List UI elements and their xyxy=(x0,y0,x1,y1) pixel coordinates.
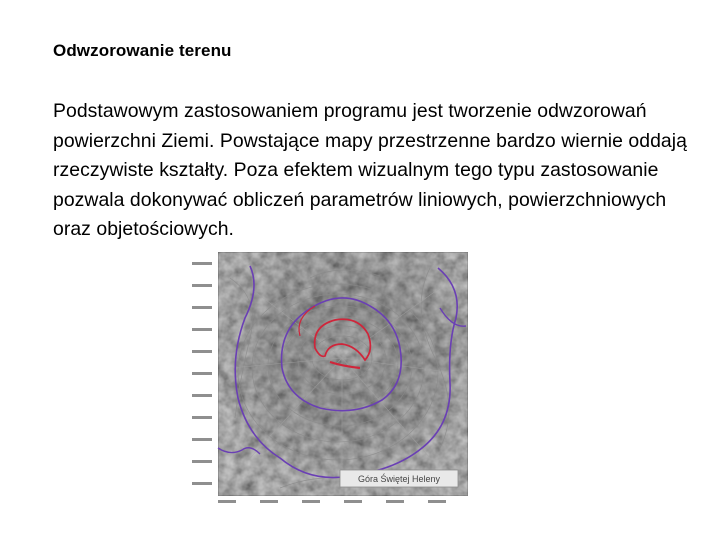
slide-body-text: Podstawowym zastosowaniem programu jest tworzenie odwzorowań powierzchni Ziemi. Powstające mapy przestrzenne bardzo wiernie oddają rzeczywiste kształty. Poza efektem wizualnym tego typu zastosowanie pozwala dokonywać obliczeń parametrów liniowych, powierzchniowych oraz objetościowych. xyxy=(53,100,687,240)
topographic-map-image xyxy=(190,248,480,508)
map-caption xyxy=(340,470,458,487)
slide-title: Odwzorowanie terenu xyxy=(53,41,232,60)
map-caption-text: Góra Świętej Heleny xyxy=(357,474,441,484)
